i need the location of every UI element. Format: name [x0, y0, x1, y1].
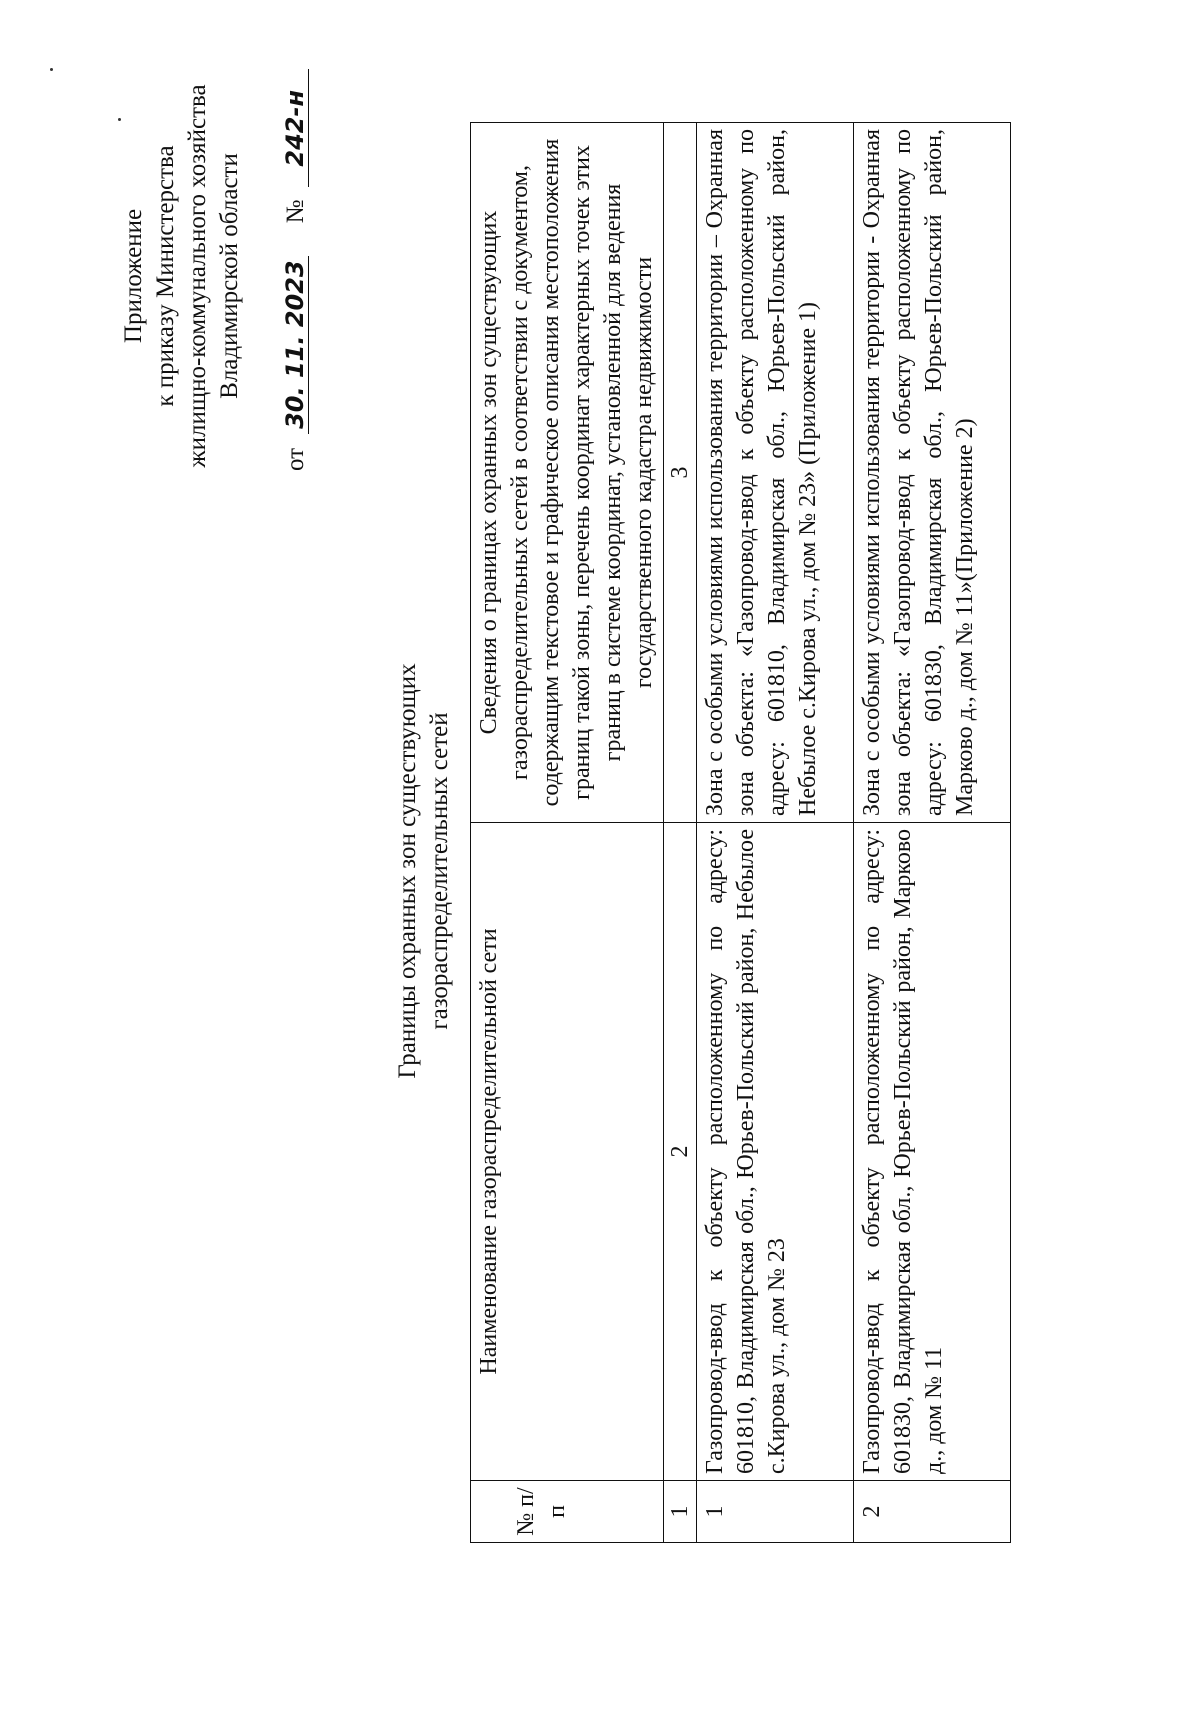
document-title [392, 531, 456, 1211]
zone-info-cell: Зона с особыми условиями использования территории – Охранная зона объекта: «Газопровод-ввод к объекту расположенному по адресу: 601810, Владимирская обл., Юрьев-Польский район, Небылое с.Кирова ул., дом № 23» (Приложение 1) [697, 123, 854, 823]
number-prefix: № [282, 199, 309, 224]
header-number: № п/п [471, 1481, 664, 1543]
appendix-ministry: жилищно-коммунального хозяйства [184, 84, 211, 468]
order-date-number [282, 31, 310, 471]
table-header-row [471, 123, 664, 1543]
column-number: 2 [664, 823, 697, 1481]
column-number: 3 [664, 123, 697, 823]
boundaries-table [470, 122, 1011, 1543]
column-number: 1 [664, 1481, 697, 1543]
date-prefix: от [282, 447, 309, 471]
row-number: 2 [854, 1481, 1011, 1543]
appendix-header [118, 26, 246, 526]
network-name-cell: Газопровод-ввод к объекту расположенному по адресу: 601830, Владимирская обл., Юрьев-Польский район, Марково д., дом № 11 [854, 823, 1011, 1481]
header-network-name: Наименование газораспределительной сети [471, 823, 664, 1481]
title-line-2: газораспределительных сетей [426, 712, 453, 1030]
appendix-order-ref: к приказу Министерства [152, 145, 179, 407]
appendix-region: Владимирской области [216, 153, 243, 399]
appendix-label: Приложение [120, 208, 147, 344]
row-number: 1 [697, 1481, 854, 1543]
column-number-row [664, 123, 697, 1543]
zone-info-cell: Зона с особыми условиями использования территории - Охранная зона объекта: «Газопровод-ввод к объекту расположенному по адресу: 601830, Владимирская обл., Юрьев-Польский район, Марково д., дом № 11»(Приложение 2) [854, 123, 1011, 823]
title-line-1: Границы охранных зон существующих [394, 663, 421, 1079]
table-row [697, 123, 854, 1543]
table-row [854, 123, 1011, 1543]
order-number-handwritten: 242-н [282, 69, 309, 187]
network-name-cell: Газопровод-ввод к объекту расположенному по адресу: 601810, Владимирская обл., Юрьев-Польский район, Небылое с.Кирова ул., дом № 23 [697, 823, 854, 1481]
order-date-handwritten: 30. 11. 2023 [282, 256, 309, 434]
scan-speck [50, 68, 53, 71]
header-zone-info: Сведения о границах охранных зон существующих газораспределительных сетей в соответствии с документом, содержащим текстовое и графическое описания местоположения границ такой зоны, перечень координат характерных точек этих границ в системе координат, установленной для ведения государственного кадастра недвижимости [471, 123, 664, 823]
